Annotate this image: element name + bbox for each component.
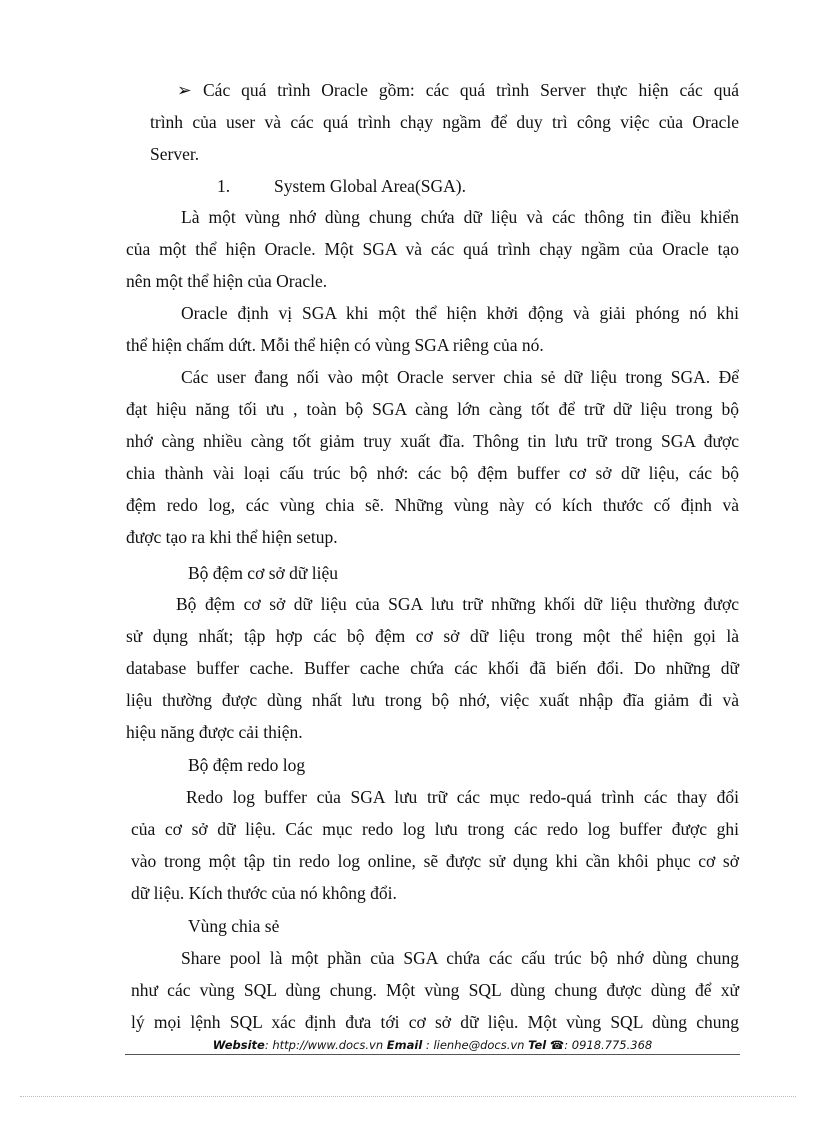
- footer-email-value: : lienhe@docs.vn: [422, 1038, 525, 1052]
- text-line-content: trình của user và các quá trình chạy ngầm để duy trì công việc của Oracle: [150, 112, 739, 132]
- text-line: [186, 787, 739, 807]
- page-bottom-dotted-line: [20, 1096, 796, 1097]
- text-line: [181, 948, 739, 968]
- text-line: [181, 303, 739, 323]
- footer-email-label: Email: [386, 1038, 423, 1052]
- phone-icon: ☎: [549, 1038, 565, 1052]
- text-line: [126, 335, 544, 355]
- text-line: [126, 626, 739, 646]
- text-line-content: Vùng chia sẻ: [188, 916, 280, 936]
- footer-website-label: Website: [212, 1038, 265, 1052]
- text-line: [181, 207, 739, 227]
- text-line-content: Share pool là một phần của SGA chứa các cấu trúc bộ nhớ dùng chung: [181, 948, 739, 968]
- text-line-content: được tạo ra khi thể hiện setup.: [126, 527, 338, 547]
- text-line-content: chia thành vài loại cấu trúc bộ nhớ: các bộ đệm buffer cơ sở dữ liệu, các bộ: [126, 463, 739, 483]
- text-line-content: Redo log buffer của SGA lưu trữ các mục redo-quá trình các thay đổi: [186, 787, 739, 807]
- text-line: [126, 495, 739, 515]
- text-line: [126, 399, 739, 419]
- text-line: [126, 690, 739, 710]
- text-line-content: 1.: [217, 176, 231, 196]
- text-line-content: vào trong một tập tin redo log online, sẽ được sử dụng khi cần khôi phục cơ sở: [131, 851, 739, 871]
- text-line: [126, 271, 327, 291]
- text-line: [126, 431, 739, 451]
- text-line: [177, 80, 739, 100]
- text-line-content: lý mọi lệnh SQL xác định đưa tới cơ sở dữ liệu. Một vùng SQL dùng chung: [131, 1012, 739, 1032]
- text-line-content: sử dụng nhất; tập hợp các bộ đệm cơ sở dữ liệu trong một thể hiện gọi là: [126, 626, 739, 646]
- text-line-content: database buffer cache. Buffer cache chứa các khối đã biến đổi. Do những dữ: [126, 658, 739, 678]
- text-line-content: nhớ càng nhiều càng tốt giảm truy xuất đĩa. Thông tin lưu trữ trong SGA được: [126, 431, 739, 451]
- text-line: [131, 1012, 739, 1032]
- text-line: [126, 658, 739, 678]
- text-line: [150, 144, 199, 164]
- text-line-content: nên một thể hiện của Oracle.: [126, 271, 328, 291]
- text-line: [131, 819, 739, 839]
- text-line: [126, 239, 739, 259]
- text-line: [188, 755, 305, 775]
- text-line: [126, 527, 338, 547]
- text-line-content: Các user đang nối vào một Oracle server chia sẻ dữ liệu trong SGA. Để: [181, 367, 739, 387]
- text-line-content: dữ liệu. Kích thước của nó không đổi.: [131, 883, 397, 903]
- bullet-arrow-icon: ➢: [177, 80, 192, 100]
- text-line: [188, 563, 338, 583]
- text-line: [274, 176, 466, 196]
- text-line-content: thể hiện chấm dứt. Mỗi thể hiện có vùng SGA riêng của nó.: [126, 335, 544, 355]
- text-line: [176, 594, 739, 614]
- text-line-content: Bộ đệm redo log: [188, 755, 306, 775]
- text-line-content: của một thể hiện Oracle. Một SGA và các quá trình chạy ngầm của Oracle tạo: [126, 239, 739, 259]
- footer-website-value: : http://www.docs.vn: [264, 1038, 384, 1052]
- text-line-content: hiệu năng được cải thiện.: [126, 722, 303, 742]
- text-line-content: đệm redo log, các vùng chia sẽ. Những vùng này có kích thước cố định và: [126, 495, 739, 515]
- text-line-content: Bộ đệm cơ sở dữ liệu của SGA lưu trữ những khối dữ liệu thường được: [176, 594, 739, 614]
- text-line-content: Oracle định vị SGA khi một thể hiện khởi động và giải phóng nó khi: [181, 303, 739, 323]
- text-line: [188, 916, 279, 936]
- text-line: [131, 883, 397, 903]
- text-line-content: Là một vùng nhớ dùng chung chứa dữ liệu và các thông tin điều khiển: [181, 207, 739, 227]
- text-line-content: đạt hiệu năng tối ưu , toàn bộ SGA càng lớn càng tốt để trữ dữ liệu trong bộ: [126, 399, 739, 419]
- page-footer: [125, 1038, 740, 1052]
- text-line-content: của cơ sở dữ liệu. Các mục redo log lưu trong các redo log buffer được ghi: [131, 819, 739, 839]
- text-line: [150, 112, 739, 132]
- text-line: [131, 851, 739, 871]
- text-line-content: liệu thường được dùng nhất lưu trong bộ nhớ, việc xuất nhập đĩa giảm đi và: [126, 690, 739, 710]
- text-line-content: Server.: [150, 144, 200, 164]
- text-line-content: Bộ đệm cơ sở dữ liệu: [188, 563, 338, 583]
- text-line: [181, 367, 739, 387]
- text-line: [126, 722, 303, 742]
- text-line: [217, 176, 230, 196]
- footer-divider: [125, 1054, 740, 1055]
- text-line-content: System Global Area(SGA).: [274, 176, 466, 196]
- text-line-content: như các vùng SQL dùng chung. Một vùng SQL dùng chung được dùng để xử: [131, 980, 739, 1000]
- footer-tel-value: : 0918.775.368: [564, 1038, 653, 1052]
- text-line: [131, 980, 739, 1000]
- footer-tel-label: Tel: [528, 1038, 547, 1052]
- text-line-content: Các quá trình Oracle gồm: các quá trình Server thực hiện các quá: [203, 80, 739, 100]
- text-line: [126, 463, 739, 483]
